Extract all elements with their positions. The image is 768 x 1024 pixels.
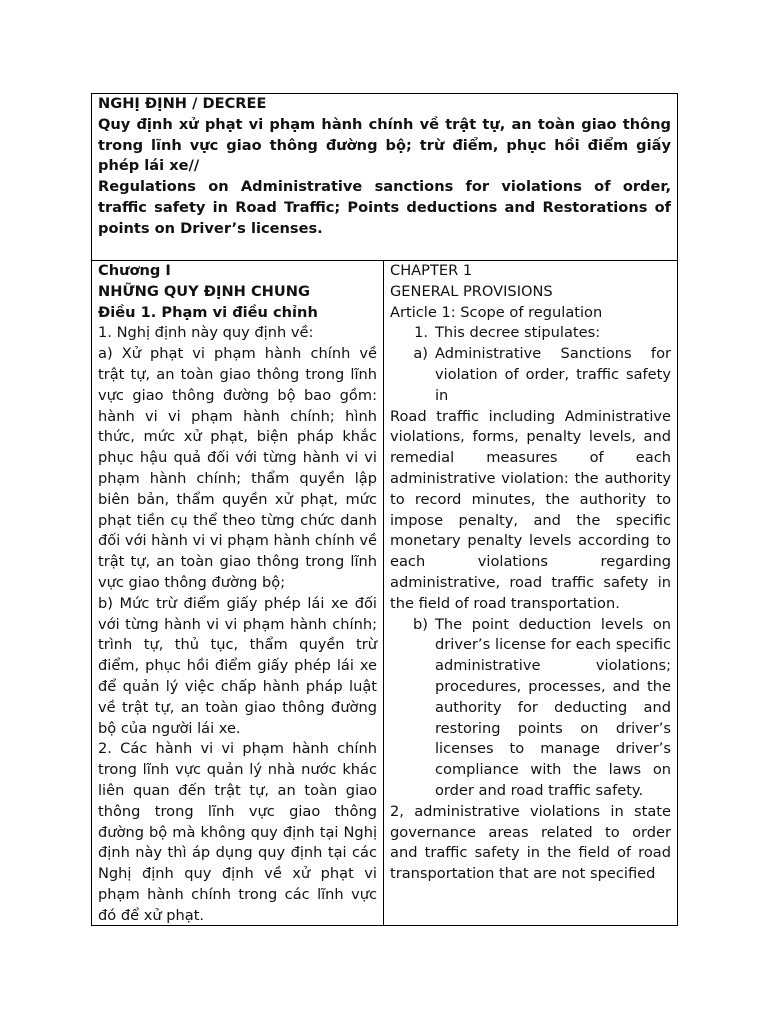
clause-1-vi: 1. Nghị định này quy định về: <box>98 324 314 342</box>
decree-subject-english: Regulations on Administrative sanctions for violations of order, traffic safety in Road Traffic; Points deductions and Restorations of points on Driver’s licenses. <box>98 178 671 237</box>
clause-1b-vi: b) Mức trừ điểm giấy phép lái xe đối với từng hành vi vi phạm hành chính; trình tự, thủ tục, thẩm quyền trừ điểm, phục hồi điểm giấy phép lái xe để quản lý việc chấp hành pháp luật về trật tự, an toàn giao thông đường bộ của người lái xe. <box>98 594 377 737</box>
article-heading-en: Article 1: Scope of regulation <box>390 303 603 321</box>
clause-1a-en <box>390 344 671 406</box>
vietnamese-column <box>92 261 384 926</box>
chapter-title-en: GENERAL PROVISIONS <box>390 282 553 300</box>
clause-1b-en <box>390 615 671 802</box>
chapter-label-en: CHAPTER 1 <box>390 262 473 279</box>
decree-table <box>91 93 678 926</box>
decree-subject-vietnamese: Quy định xử phạt vi phạm hành chính về trật tự, an toàn giao thông trong lĩnh vực giao thông đường bộ; trừ điểm, phục hồi điểm giấy phép lái xe// <box>98 115 671 175</box>
decree-header-cell <box>92 94 677 261</box>
chapter-label-vi: Chương I <box>98 262 171 279</box>
clause-1a-marker: a) <box>413 345 428 363</box>
clause-1a-text: Administrative Sanctions for violation of order, traffic safety in <box>435 345 671 404</box>
clause-1a-vi: a) Xử phạt vi phạm hành chính về trật tự, an toàn giao thông trong lĩnh vực giao thông đường bộ bao gồm: hành vi vi phạm hành chính; hình thức, mức xử phạt, biện pháp khắc phục hậu quả đối với từng hành vi vi phạm hành chính; thẩm quyền lập biên bản, thẩm quyền xử phạt, mức phạt tiền cụ thể theo từng chức danh đối với hành vi vi phạm hành chính về trật tự, an toàn giao thông trong lĩnh vực giao thông đường bộ; <box>98 345 377 591</box>
clause-1-en <box>390 323 671 344</box>
decree-title: NGHỊ ĐỊNH / DECREE <box>98 95 267 112</box>
english-column <box>384 261 677 926</box>
clause-2-en: 2, administrative violations in state governance areas related to order and traffic safety in the field of road transportation that are not specified <box>390 802 671 883</box>
clause-1a-continuation: Road traffic including Administrative violations, forms, penalty levels, and remedial measures of each administrative violation: the authority to record minutes, the authority to impose penalty, and the specific monetary penalty levels according to each violations regarding administrative, road traffic safety in the field of road transportation. <box>390 407 671 612</box>
clause-1-marker: 1. <box>414 324 428 342</box>
clause-1-text: This decree stipulates: <box>435 324 601 342</box>
clause-1b-marker: b) <box>413 615 428 633</box>
clause-2-vi: 2. Các hành vi vi phạm hành chính trong lĩnh vực quản lý nhà nước khác liên quan đến trật tự, an toàn giao thông trong lĩnh vực giao thông đường bộ mà không quy định tại Nghị định này thì áp dụng quy định tại các Nghị định quy định về xử phạt vi phạm hành chính trong các lĩnh vực đó để xử phạt. <box>98 740 377 924</box>
article-heading-vi: Điều 1. Phạm vi điều chỉnh <box>98 303 318 321</box>
chapter-title-vi: NHỮNG QUY ĐỊNH CHUNG <box>98 282 310 300</box>
clause-1b-text: The point deduction levels on driver’s license for each specific administrative violations; procedures, processes, and the authority for deducting and restoring points on driver’s licenses to manage driver’s compliance with the laws on order and road traffic safety. <box>435 615 671 799</box>
